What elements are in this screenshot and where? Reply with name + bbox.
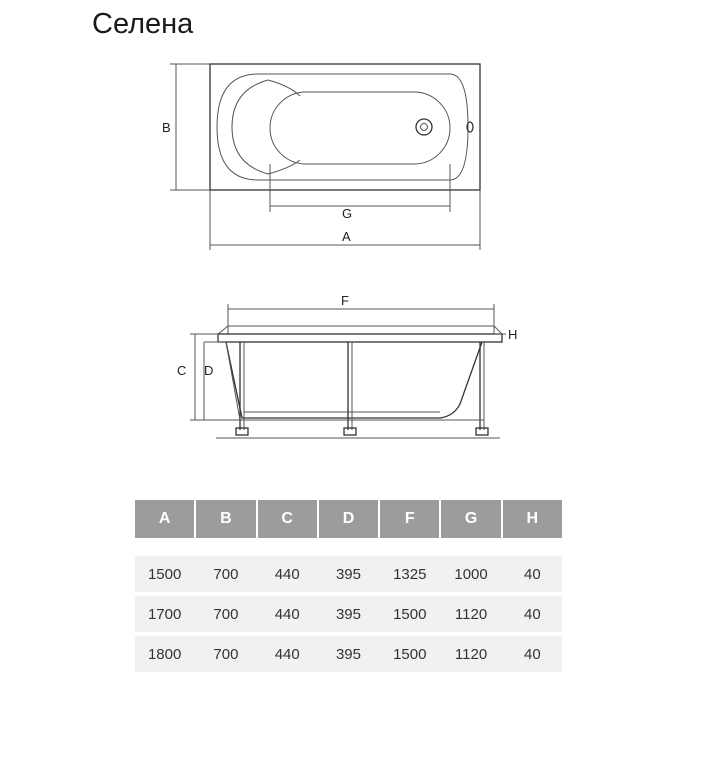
table-cell: 395	[335, 605, 361, 623]
table-cell: 1800	[147, 645, 182, 663]
label-g: G	[342, 206, 353, 221]
table-cell: 395	[335, 565, 361, 583]
header-a: A	[135, 500, 194, 538]
header-g: G	[441, 500, 500, 538]
label-f: F	[341, 293, 349, 308]
table-cell: 440	[274, 605, 300, 623]
table-cell: 1500	[147, 565, 182, 583]
page-title: Селена	[92, 8, 194, 40]
header-c: C	[258, 500, 317, 538]
tub-rim	[218, 334, 502, 342]
dimensions-table	[135, 500, 562, 672]
table-header-row	[135, 500, 562, 538]
table-cell: 700	[213, 605, 239, 623]
headrest-curve	[232, 80, 268, 174]
label-a: A	[342, 229, 351, 244]
table-cell: 40	[523, 605, 541, 623]
table-cell: 40	[523, 645, 541, 663]
table-cell: 1120	[454, 605, 488, 623]
table-cell: 440	[274, 565, 300, 583]
label-b: B	[162, 120, 171, 135]
table-cell: 1700	[147, 605, 182, 623]
tub-outer-rim	[210, 64, 480, 190]
table-cell: 1325	[393, 565, 427, 583]
header-f: F	[380, 500, 439, 538]
header-b: B	[196, 500, 255, 538]
table-cell: 1500	[393, 645, 427, 663]
table-cell: 1000	[454, 565, 488, 583]
header-d: D	[319, 500, 378, 538]
table-cell: 40	[523, 565, 541, 583]
table-cell: 1120	[454, 645, 488, 663]
table-cell: 1500	[393, 605, 427, 623]
table-row	[135, 636, 562, 672]
side-view	[177, 293, 517, 438]
label-d: D	[204, 363, 214, 378]
table-row	[135, 556, 562, 592]
basin-floor	[270, 92, 450, 164]
drain-icon	[416, 119, 432, 135]
top-view	[162, 64, 480, 250]
header-h: H	[503, 500, 562, 538]
label-h: H	[508, 327, 518, 342]
table-row	[135, 596, 562, 632]
table-cell: 700	[213, 645, 239, 663]
label-c: C	[177, 363, 187, 378]
table-cell: 440	[274, 645, 300, 663]
table-cell: 395	[335, 645, 361, 663]
tub-basin-side	[226, 342, 482, 418]
table-cell: 700	[213, 565, 239, 583]
